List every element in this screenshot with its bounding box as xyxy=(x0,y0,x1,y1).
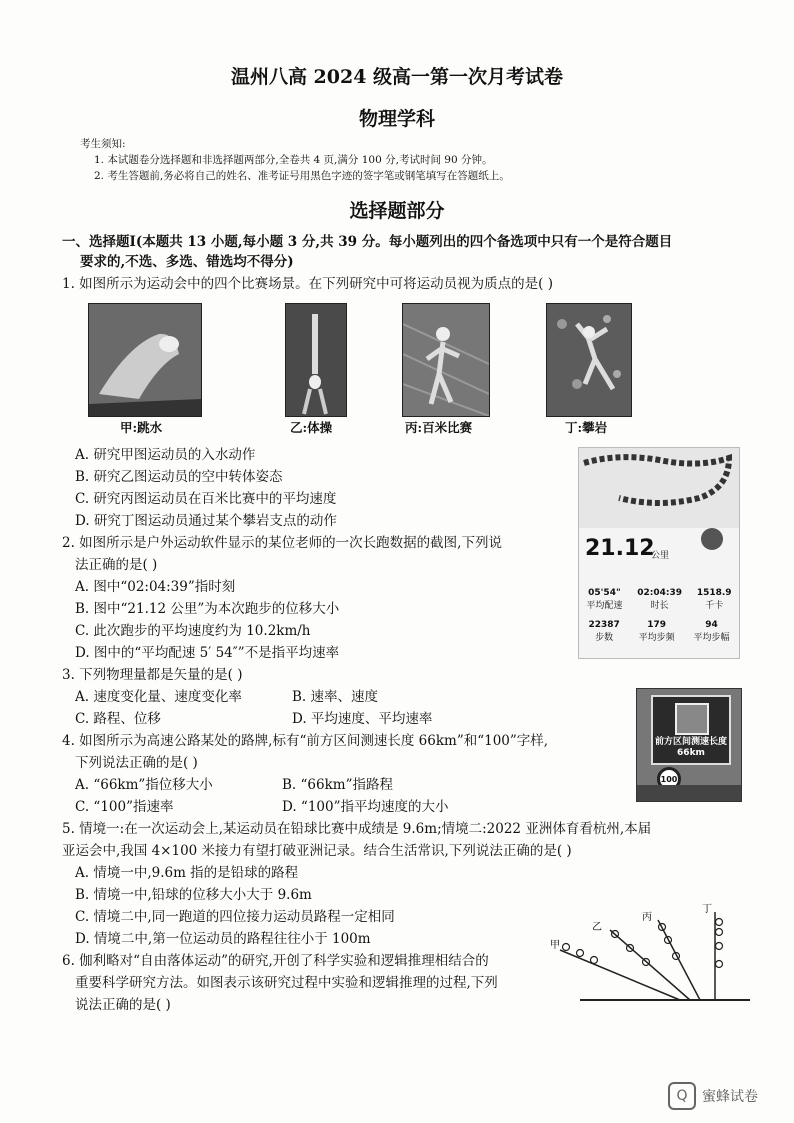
q2-option-d: D. 图中的“平均配速 5′ 54″”不是指平均速率 xyxy=(75,645,340,661)
incline-bing xyxy=(658,920,700,1000)
exam-subject: 物理学科 xyxy=(358,108,435,130)
stat-cadence: 179 平均步频 xyxy=(638,620,675,643)
watermark-text: 蜜蜂试卷 xyxy=(702,1089,758,1105)
stat-duration: 02:04:39 时长 xyxy=(637,588,683,611)
q6-stem-1: 6. 伽利略对“自由落体运动”的研究,开创了科学实验和逻辑推理相结合的 xyxy=(62,953,489,969)
q3-stem: 3. 下列物理量都是矢量的是( ) xyxy=(62,667,243,683)
q1-option-d: D. 研究丁图运动员通过某个攀岩支点的动作 xyxy=(75,513,337,529)
q3-option-d: D. 平均速度、平均速率 xyxy=(292,711,433,727)
q1-stem: 1. 如图所示为运动会中的四个比赛场景。在下列研究中可将运动员视为质点的是( ) xyxy=(62,276,553,292)
q1-option-c: C. 研究丙图运动员在百米比赛中的平均速度 xyxy=(75,491,337,507)
q6-stem-2: 重要科学研究方法。如图表示该研究过程中实验和逻辑推理的过程,下列 xyxy=(75,975,498,991)
label-yi: 乙 xyxy=(592,922,602,933)
stat-calories: 1518.9 千卡 xyxy=(696,588,732,611)
stat-steps: 22387 步数 xyxy=(588,620,620,643)
caption-climbing: 丁:攀岩 xyxy=(565,420,608,435)
q2-option-a: A. 图中“02:04:39”指时刻 xyxy=(75,579,236,595)
q5-option-a: A. 情境一中,9.6m 指的是铅球的路程 xyxy=(75,865,299,881)
q2-stem-2: 法正确的是( ) xyxy=(75,557,158,573)
q4-stem-1: 4. 如图所示为高速公路某处的路牌,标有“前方区间测速长度 66km”和“100”字样, xyxy=(62,733,549,749)
incline-yi xyxy=(610,930,690,1000)
sign-text: 前方区间测速长度66km xyxy=(655,737,728,758)
speed-limit-sign: 100 xyxy=(657,767,681,791)
section-title: 选择题部分 xyxy=(349,200,445,222)
q4-option-c: C. “100”指速率 xyxy=(75,799,174,815)
q5-stem-1: 5. 情境一:在一次运动会上,某运动员在铅球比赛中成绩是 9.6m;情境二:2022 亚洲体育看杭州,本届 xyxy=(62,821,652,837)
notice-heading: 考生须知: xyxy=(80,138,126,150)
label-bing: 丙 xyxy=(642,912,652,923)
instructions-line-2: 要求的,不选、多选、错选均不得分) xyxy=(80,254,294,270)
q5-option-c: C. 情境二中,同一跑道的四位接力运动员路程一定相同 xyxy=(75,909,395,925)
stat-pace: 05'54" 平均配速 xyxy=(586,588,623,611)
stat-stride: 94 平均步幅 xyxy=(693,620,730,643)
route-map xyxy=(579,448,739,528)
caption-gymnastics: 乙:体操 xyxy=(290,420,333,435)
notice-item-2: 2. 考生答题前,务必将自己的姓名、准考证号用黑色字迹的签字笔或钢笔填写在答题纸上。 xyxy=(94,170,510,182)
exam-title: 温州八高 2024 级高一第一次月考试卷 xyxy=(230,66,564,88)
gymnastics-photo xyxy=(285,303,347,417)
label-jia: 甲 xyxy=(550,940,560,951)
watermark xyxy=(668,1082,758,1110)
avatar xyxy=(701,528,723,550)
q3-option-c: C. 路程、位移 xyxy=(75,711,161,727)
label-ding: 丁 xyxy=(702,904,712,915)
sprint-photo xyxy=(402,303,490,417)
run-distance-unit: 公里 xyxy=(651,551,670,561)
caption-diving: 甲:跳水 xyxy=(120,420,163,435)
q4-option-d: D. “100”指平均速度的大小 xyxy=(282,799,449,815)
q2-option-b: B. 图中“21.12 公里”为本次跑步的位移大小 xyxy=(75,601,340,617)
watermark-logo-icon: Q xyxy=(668,1082,696,1110)
q1-option-a: A. 研究甲图运动员的入水动作 xyxy=(75,447,256,463)
q5-option-b: B. 情境一中,铅球的位移大小大于 9.6m xyxy=(75,887,312,903)
q5-option-d: D. 情境二中,第一位运动员的路程往往小于 100m xyxy=(75,931,371,947)
q4-option-a: A. “66km”指位移大小 xyxy=(75,777,213,793)
running-app-screenshot xyxy=(578,447,740,659)
q2-option-c: C. 此次跑步的平均速度约为 10.2km/h xyxy=(75,623,311,639)
q4-stem-2: 下列说法正确的是( ) xyxy=(75,755,198,771)
speed-check-sign xyxy=(651,695,731,765)
q5-stem-2: 亚运会中,我国 4×100 米接力有望打破亚洲记录。结合生活常识,下列说法正确的是( ) xyxy=(62,843,572,859)
road-sign-photo xyxy=(636,688,742,802)
q1-option-b: B. 研究乙图运动员的空中转体姿态 xyxy=(75,469,283,485)
q6-stem-3: 说法正确的是( ) xyxy=(75,997,171,1013)
caption-sprint: 丙:百米比赛 xyxy=(405,420,473,435)
exam-notice xyxy=(80,136,510,184)
q2-stem-1: 2. 如图所示是户外运动软件显示的某位老师的一次长跑数据的截图,下列说 xyxy=(62,535,502,551)
instructions-line-1: 一、选择题Ⅰ(本题共 13 小题,每小题 3 分,共 39 分。每小题列出的四个备选项中只有一个是符合题目 xyxy=(62,234,673,250)
galileo-incline-diagram xyxy=(550,900,750,1010)
q3-option-a: A. 速度变化量、速度变化率 xyxy=(75,689,242,705)
q3-option-b: B. 速率、速度 xyxy=(292,689,379,705)
diving-photo xyxy=(88,303,202,417)
notice-item-1: 1. 本试题卷分选择题和非选择题两部分,全卷共 4 页,满分 100 分,考试时间 90 分钟。 xyxy=(94,154,493,166)
climbing-photo xyxy=(546,303,632,417)
q4-option-b: B. “66km”指路程 xyxy=(282,777,393,793)
run-distance: 21.12 xyxy=(585,536,655,561)
